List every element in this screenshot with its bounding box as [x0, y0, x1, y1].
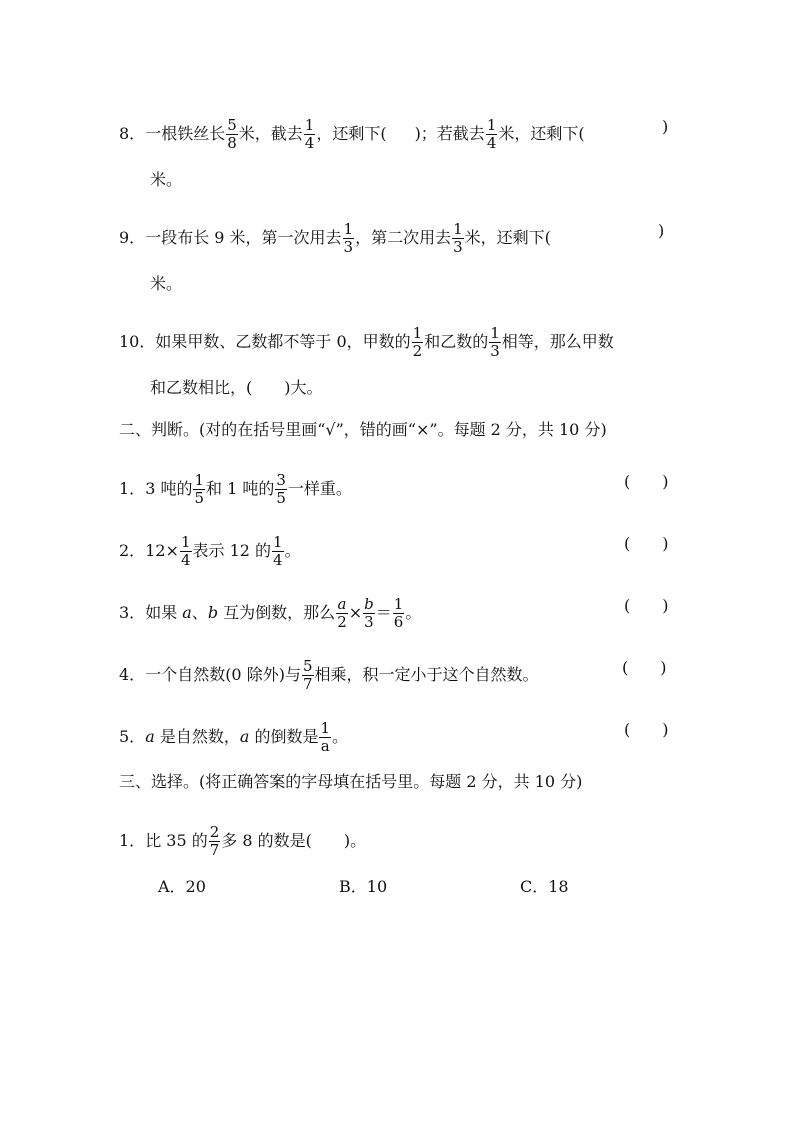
fraction: $\frac{b}{3}$	[364, 595, 374, 631]
question-number: 2．	[119, 541, 146, 560]
fraction: $\frac{2}{7}$	[209, 823, 220, 859]
question-number: 4．	[119, 665, 146, 684]
section-2-heading: 二、判断。(对的在括号里画“√”，错的画“×”。每题 2 分，共 10 分)	[119, 420, 607, 439]
fraction: $\frac{a}{2}$	[337, 595, 347, 631]
answer-paren[interactable]: ( )	[624, 534, 669, 553]
paren-close: )	[662, 117, 669, 136]
fraction: $\frac{1}{2}$	[412, 324, 423, 360]
fraction: $\frac{1}{6}$	[393, 595, 404, 631]
question-10-continuation: 和乙数相比，( )大。	[150, 378, 323, 397]
question-10: 10．如果甲数、乙数都不等于 0，甲数的 $\frac{1}{2}$ 和乙数的 $\frac{1}{3}$ 相等，那么甲数	[119, 324, 614, 360]
choice-question-1: 1．比 35 的 $\frac{2}{7}$ 多 8 的数是( )。	[119, 823, 367, 859]
fraction: $\frac{1}{a}$	[320, 719, 331, 755]
judge-question-2: 2．12× $\frac{1}{4}$ 表示 12 的 $\frac{1}{4}$ 。	[119, 533, 301, 569]
fraction: $\frac{1}{3}$	[343, 220, 354, 256]
fraction: $\frac{5}{8}$	[227, 116, 237, 152]
answer-paren[interactable]: ( )	[624, 596, 669, 615]
answer-paren[interactable]: ( )	[624, 720, 669, 739]
judge-question-1: 1．3 吨的 $\frac{1}{5}$ 和 1 吨的 $\frac{3}{5}$ 一样重。	[119, 471, 352, 507]
question-9-continuation: 米。	[150, 274, 183, 293]
section-3-heading: 三、选择。(将正确答案的字母填在括号里。每题 2 分，共 10 分)	[119, 772, 583, 791]
fraction: $\frac{1}{3}$	[490, 324, 500, 360]
answer-paren[interactable]: ( )	[622, 658, 667, 677]
question-9: 9．一段布长 9 米，第一次用去 $\frac{1}{3}$ ，第二次用去 $\frac{1}{3}$ 米，还剩下(	[119, 220, 551, 256]
answer-paren[interactable]: ( )	[624, 472, 669, 491]
fraction: $\frac{1}{4}$	[273, 533, 283, 569]
fraction: $\frac{1}{5}$	[194, 471, 205, 507]
option-c[interactable]: C．18	[520, 877, 569, 896]
question-number: 5．	[119, 727, 146, 746]
question-number: 1．	[119, 479, 146, 498]
question-number: 9．	[119, 228, 146, 247]
fraction: $\frac{1}{4}$	[304, 116, 315, 152]
paren-close: )	[658, 221, 665, 240]
question-number: 8．	[119, 124, 146, 143]
question-8-continuation: 米。	[150, 170, 183, 189]
fraction: $\frac{1}{4}$	[180, 533, 191, 569]
judge-question-5: 5．a 是自然数，a 的倒数是 $\frac{1}{a}$ 。	[119, 719, 349, 755]
option-a[interactable]: A．20	[158, 877, 206, 896]
judge-question-3: 3．如果 a、b 互为倒数，那么 $\frac{a}{2}$ × $\frac{b}{3}$ ＝ $\frac{1}{6}$ 。	[119, 595, 422, 631]
option-b[interactable]: B．10	[339, 877, 388, 896]
question-number: 10．	[119, 332, 156, 351]
question-number: 3．	[119, 603, 146, 622]
fraction: $\frac{1}{4}$	[486, 116, 497, 152]
question-number: 1．	[119, 831, 146, 850]
judge-question-4: 4．一个自然数(0 除外)与 $\frac{5}{7}$ 相乘，积一定小于这个自然数。	[119, 657, 539, 693]
fraction: $\frac{3}{5}$	[276, 471, 286, 507]
question-8: 8．一根铁丝长 $\frac{5}{8}$ 米，截去 $\frac{1}{4}$ ，还剩下( )；若截去 $\frac{1}{4}$ 米，还剩下(	[119, 116, 585, 152]
fraction: $\frac{1}{3}$	[453, 220, 463, 256]
fraction: $\frac{5}{7}$	[302, 657, 313, 693]
